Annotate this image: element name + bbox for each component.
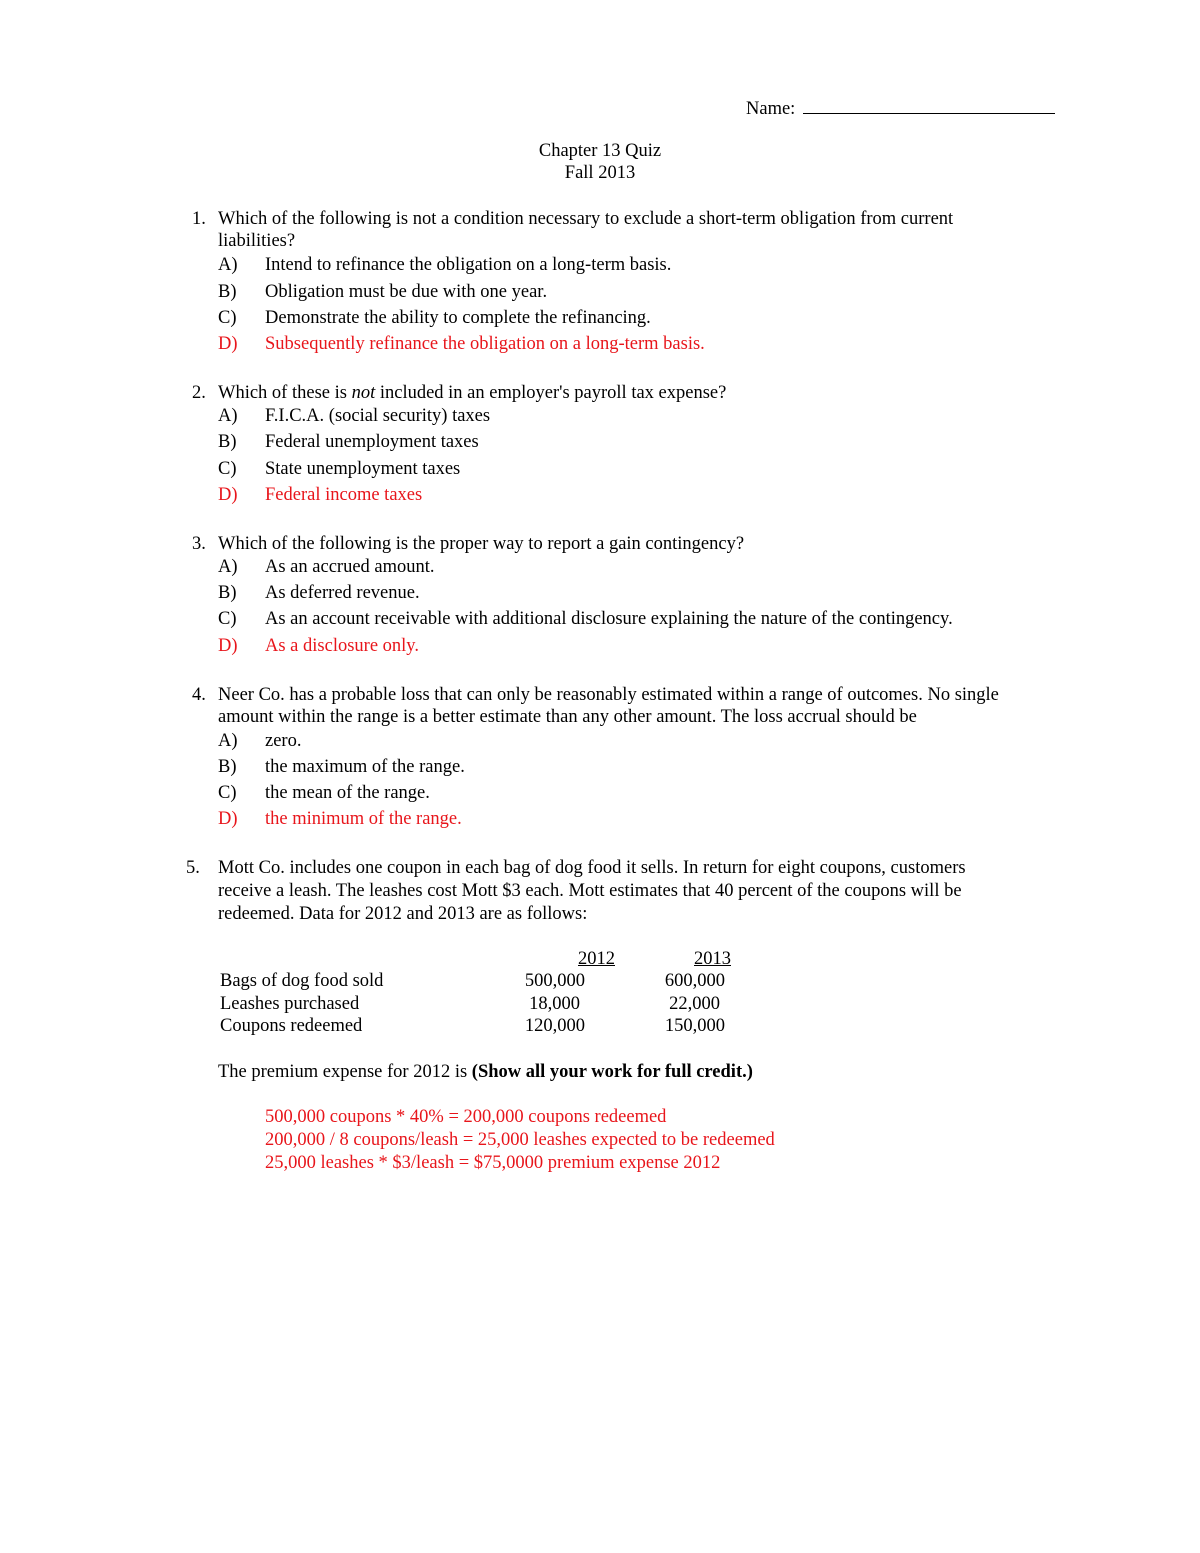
option-text: the minimum of the range. xyxy=(265,809,462,829)
option-letter: B) xyxy=(218,583,237,603)
option-text: Demonstrate the ability to complete the refinancing. xyxy=(265,308,651,328)
column-header-2013: 2013 xyxy=(694,949,731,969)
question-text-start: Which of these is xyxy=(218,383,352,403)
name-label: Name: xyxy=(746,99,796,119)
question-number: 4. xyxy=(192,685,206,705)
cell-2012: 120,000 xyxy=(524,1016,585,1036)
question-text-line: Which of the following is not a condition necessary to exclude a short-term obligation from current xyxy=(218,209,954,229)
option-letter: A) xyxy=(218,406,238,426)
option-letter: B) xyxy=(218,757,237,777)
name-field xyxy=(746,94,1055,120)
prompt-text: The premium expense for 2012 is xyxy=(218,1062,472,1082)
work-line: 25,000 leashes * $3/leash = $75,0000 premium expense 2012 xyxy=(265,1153,721,1173)
page-title: Chapter 13 Quiz xyxy=(538,141,662,161)
prompt-instruction: (Show all your work for full credit.) xyxy=(471,1062,753,1082)
question-text-end: included in an employer's payroll tax expense? xyxy=(375,383,727,403)
question-text-emphasis: not xyxy=(351,383,376,403)
option-text: As deferred revenue. xyxy=(265,583,420,603)
option-text: Subsequently refinance the obligation on a long-term basis. xyxy=(265,334,705,354)
column-header-2012: 2012 xyxy=(578,949,615,969)
work-line: 200,000 / 8 coupons/leash = 25,000 leashes expected to be redeemed xyxy=(265,1130,775,1150)
option-letter: A) xyxy=(218,731,238,751)
question-text-line: amount within the range is a better estimate than any other amount. The loss accrual should be xyxy=(218,707,917,727)
cell-2013: 600,000 xyxy=(664,971,725,991)
cell-2012: 18,000 xyxy=(529,994,580,1014)
option-text: As a disclosure only. xyxy=(265,636,419,656)
option-letter: D) xyxy=(218,334,238,354)
question-text-line: liabilities? xyxy=(218,231,296,251)
option-text: Intend to refinance the obligation on a long-term basis. xyxy=(265,255,672,275)
option-text: zero. xyxy=(265,731,302,751)
page-subtitle: Fall 2013 xyxy=(564,163,636,183)
option-text: Federal income taxes xyxy=(265,485,423,505)
option-text: Federal unemployment taxes xyxy=(265,432,479,452)
cell-2013: 22,000 xyxy=(669,994,720,1014)
option-letter: D) xyxy=(218,485,238,505)
question-number: 1. xyxy=(192,209,206,229)
cell-2013: 150,000 xyxy=(664,1016,725,1036)
question-text-line: Which of the following is the proper way to report a gain contingency? xyxy=(218,534,745,554)
row-label: Leashes purchased xyxy=(220,994,360,1014)
question-text-line: receive a leash. The leashes cost Mott $3 each. Mott estimates that 40 percent of the coupons will be xyxy=(218,881,962,901)
option-letter: C) xyxy=(218,783,237,803)
option-text: Obligation must be due with one year. xyxy=(265,282,548,302)
cell-2012: 500,000 xyxy=(524,971,585,991)
question-prompt xyxy=(218,1061,753,1083)
option-text: F.I.C.A. (social security) taxes xyxy=(265,406,491,426)
option-text: As an accrued amount. xyxy=(265,557,435,577)
option-letter: B) xyxy=(218,282,237,302)
row-label: Coupons redeemed xyxy=(220,1016,363,1036)
option-text: the maximum of the range. xyxy=(265,757,465,777)
option-letter: C) xyxy=(218,609,237,629)
option-letter: B) xyxy=(218,432,237,452)
question-text-line: Mott Co. includes one coupon in each bag of dog food it sells. In return for eight coupons, customers xyxy=(218,858,966,878)
question-text-line: Neer Co. has a probable loss that can only be reasonably estimated within a range of outcomes. No single xyxy=(218,685,999,705)
question-number: 2. xyxy=(192,383,206,403)
row-label: Bags of dog food sold xyxy=(220,971,384,991)
option-letter: A) xyxy=(218,557,238,577)
question-number: 5. xyxy=(186,858,200,878)
name-blank-line xyxy=(803,94,1055,114)
option-letter: D) xyxy=(218,636,238,656)
option-text: the mean of the range. xyxy=(265,783,430,803)
option-text: As an account receivable with additional disclosure explaining the nature of the contingency. xyxy=(265,609,953,629)
option-letter: C) xyxy=(218,308,237,328)
question-text-line: redeemed. Data for 2012 and 2013 are as follows: xyxy=(218,904,588,924)
question-number: 3. xyxy=(192,534,206,554)
option-letter: D) xyxy=(218,809,238,829)
option-letter: C) xyxy=(218,459,237,479)
option-text: State unemployment taxes xyxy=(265,459,461,479)
option-letter: A) xyxy=(218,255,238,275)
question-text-line xyxy=(218,382,726,404)
work-line: 500,000 coupons * 40% = 200,000 coupons redeemed xyxy=(265,1107,667,1127)
